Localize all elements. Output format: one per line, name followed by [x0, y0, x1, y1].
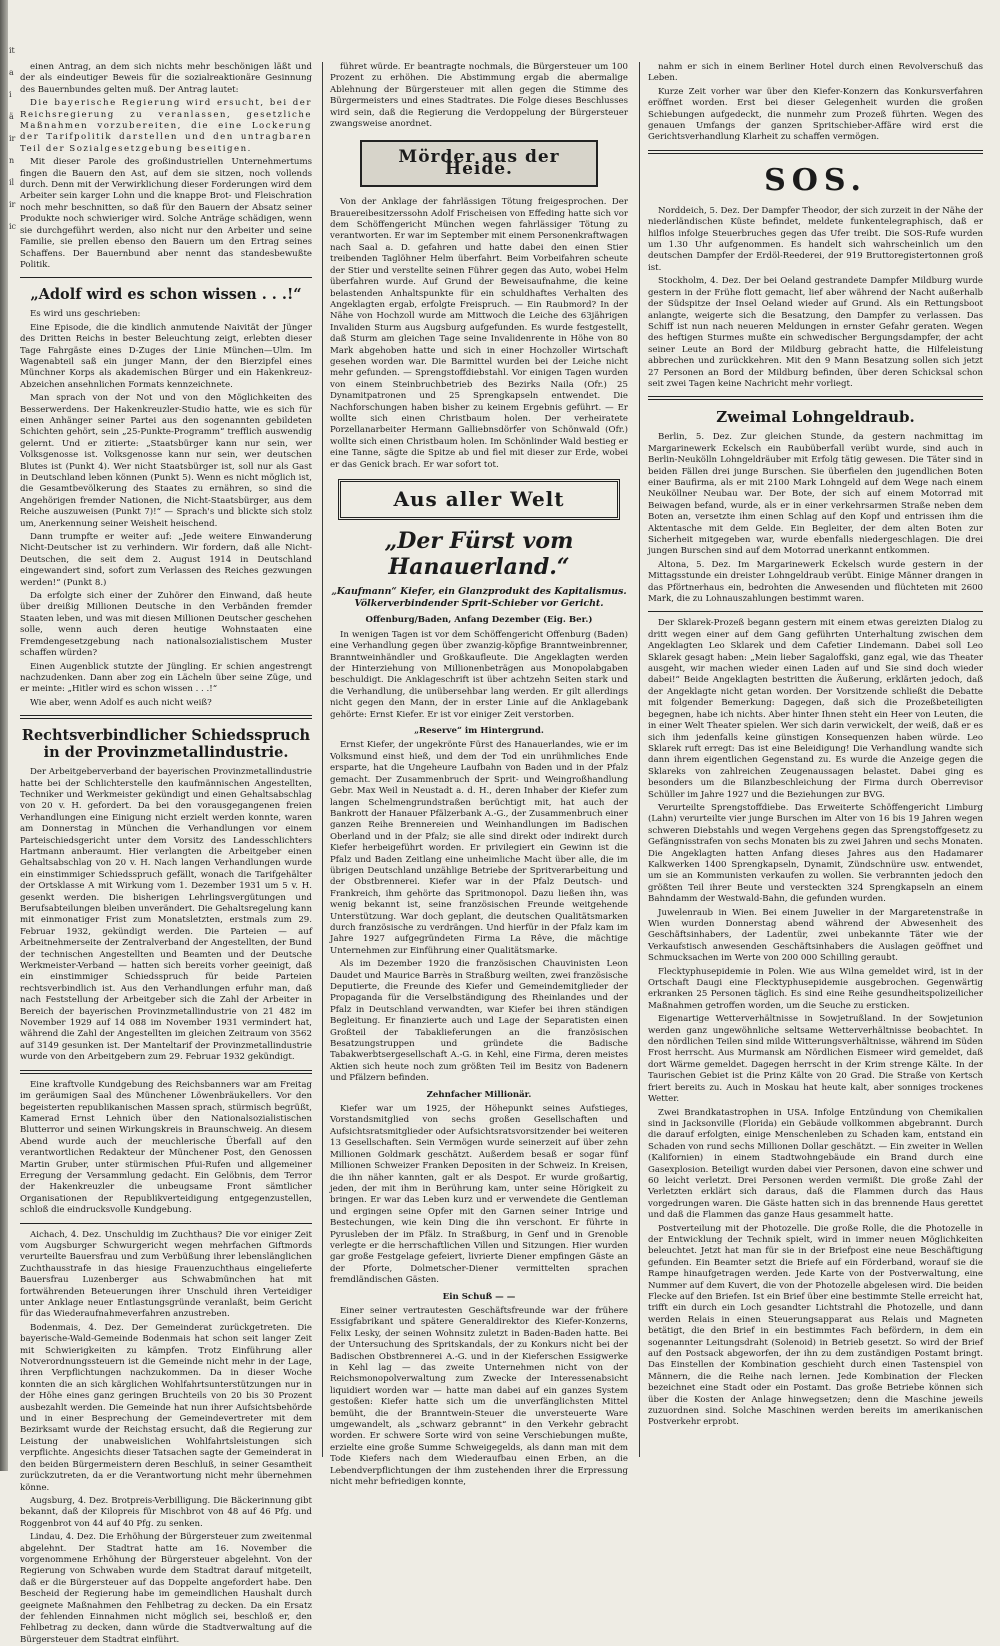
- paragraph: Man sprach von der Not und von den Möglichkeiten des Besserwerdens. Der Hakenkreuzler-Studio hatte, wie es sich für einen Anhänger seiner Partei aus den sogenannten gebildeten Schichten gehört, sein „25-Punkte-Programm“ trefflich auswendig gelernt. Und er zitierte: „Staatsbürger kann nur sein, wer Volksgenosse ist. Volksgenosse kann nur sein, wer deutschen Blutes ist (Punkt 4). Wer nicht Staatsbürger ist, soll nur als Gast in Deutschland leben können (Punkt 5). Wenn es nicht möglich ist, die Gesamtbevölkerung des Staates zu ernähren, so sind die Angehörigen fremder Nationen, die Nicht-Staatsbürger, aus dem Reiche auszuweisen (Punkt 7)!“ — Sprach's und blickte sich stolz um, Anerkennung seiner Weisheit heischend.: [20, 393, 312, 529]
- paragraph: Eigenartige Wetterverhältnisse in Sowjetrußland. In der Sowjetunion werden ganz ungewöhnliche seltsame Wetterverhältnisse beobachtet. In den nördlichen Teilen sind milde Witterungsverhältnisse, während im Süden Frost herrscht. Aus Murmansk am Nördlichen Eismeer wird gemeldet, daß dort Wärme gemeldet. Dagegen herrscht in der Krim strenge Kälte. In der Taurischen Gebiet ist die Prinz Kälte von 20 Grad. Die Straße von Kertsch friert bereits zu. Auch in Moskau hat heute kalt, aber sonniges trockenes Wetter.: [648, 1014, 983, 1105]
- paragraph: Stockholm, 4. Dez. Der bei Oeland gestrandete Dampfer Mildburg wurde gestern in der Frühe flott gemacht, lief aber während der Nacht außerhalb der Südspitze der Insel Oeland wieder auf Grund. Als ein Rettungsboot anlangte, weigerte sich die Besatzung, den Dampfer zu verlassen. Das Schiff ist nun nach neueren Meldungen in ernster Gefahr geraten. Wegen des heftigen Sturmes mußte ein schwedischer Bergungsdampfer, der acht seiner Leute an Bord der Mildburg gebracht hatte, die Hilfeleistung abbrechen und zurückkehren. Mit den 9 Mann Besatzung sollen sich jetzt 27 Personen an Bord der Mildburg befinden, über deren Schicksal schon seit zwei Tagen keine Nachricht mehr vorliegt.: [648, 276, 983, 389]
- headline-fuerst: „Der Fürst vom Hanauerland.“: [384, 528, 574, 581]
- subheading: „Reserve“ im Hintergrund.: [414, 726, 544, 737]
- paragraph: Kurze Zeit vorher war über den Kiefer-Konzern das Konkursverfahren eröffnet worden. Erst bei dieser Gelegenheit wurden die großen Schiebungen aufgedeckt, die nunmehr zum Prozeß führten. Wegen des genauen Umfangs der ganzen Spritschieber-Affäre wird erst die Gerichtsverhandlung Klarheit zu schaffen vermögen.: [648, 86, 983, 143]
- paragraph: Zwei Brandkatastrophen in USA. Infolge Entzündung von Chemikalien sind in Jacksonville (Florida) ein Gebäude vollkommen abgebrannt. Durch die darauf erfolgten, einige Menschenleben zu Schaden kam, entstand ein Schaden von rund sechs Millionen Dollar geschätzt. — Ein zweiter in Wellen (Kalifornien) in einem Stadtwohngebäude ein Brand durch eine Gasexplosion. Beteiligt wurden dabei vier Personen, davon eine schwer und 60 leicht verletzt. Drei Personen werden vermißt. Die große Zahl der Verletzten erklärt sich daraus, daß die Flammen durch das Haus vorgedrungen waren. Die Gäste hatten sich in das brennende Haus gerettet und daß die Flammen das ganze Haus gesammelt hatte.: [648, 1107, 983, 1221]
- column-rule-2: [639, 62, 640, 1457]
- headline-sos: SOS.: [764, 162, 867, 198]
- subheadline: „Kaufmann“ Kiefer, ein Glanzprodukt des Kapitalismus. Völkerverbindender Sprit-Schieber vor Gericht.: [331, 586, 627, 610]
- separator: [648, 150, 983, 154]
- paragraph: Der Arbeitgeberverband der bayerischen Provinzmetallindustrie hatte bei der Schlichterstelle den kaufmännischen Angestellten, Techniker und Werkmeister gekündigt und einen Gehaltsabschlag von 20 v. H. gefordert. Da bei den vorausgegangenen freien Verhandlungen eine Einigung nicht erzielt werden konnte, waren am Donnerstag in München die Verhandlungen vor einem Parteischiedsgericht unter dem Vorsitz des Landesschlichters Hartmann anberaumt. Hier verlangten die Arbeitgeber einen Gehaltsabschlag von 20 v. H. Nach langen Verhandlungen wurde ein einstimmiger Schiedsspruch gefällt, wonach die Tarifgehälter der Ortsklasse A mit Wirkung vom 1. Dezember 1931 um 5 v. H. gesenkt werden. Die bisherigen Lehrlingsvergütungen und Berufsabteilungen bleiben unverändert. Die Gehaltsregelung kann mit einmonatiger Frist zum Monatsletzten, erstmals zum 29. Februar 1932, gekündigt werden. Die Parteien — auf Arbeitnehmerseite der Zentralverband der Angestellten, der Bund der technischen Angestellten und Beamten und der Deutsche Werkmeister-Verband — hatten sich bereits vorher geeinigt, daß ein einstimmiger Schiedsspruch für beide Parteien rechtsverbindlich ist. Aus den Verhandlungen erfuhr man, daß nach Feststellung der Arbeitgeber sich die Zahl der Arbeiter in Bereich der bayerischen Provinzmetallindustrie von 21 482 im November 1929 auf 14 088 im November 1931 vermindert hat, während die Zahl der Angestellten im gleichen Zeitraum von 3562 auf 3149 gesunken ist. Der Manteltarif der Provinzmetallindustrie wurde von den Arbeitgebern zum 29. Februar 1932 gekündigt.: [20, 767, 312, 1063]
- paragraph: Von der Anklage der fahrlässigen Tötung freigesprochen. Der Brauereibesitzerssohn Adolf Frischeisen von Effeding hatte sich vor dem Schöffengericht München wegen fahrlässiger Tötung zu verantworten. Er war im September mit einem Personenkraftwagen nach Saal a. D. gefahren und hatte dabei den einen Stier treibenden Taglöhner Helm überfahrt. Beim Vorbeifahren scheute der Stier und verstellte seinen Führer gegen das Auto, wobei Helm überfahren wurde. Auf Grund der Beweisaufnahme, die keine belastenden Anhaltspunkte für ein schuldhaftes Verhalten des Angeklagten ergab, erfolgte Freispruch. — Ein Raubmord? In der Nähe von Hochzoll wurde am Mittwoch die Leiche des 63jährigen Invaliden Sturm aus Augsburg aufgefunden. Es wurde festgestellt, daß Sturm am gleichen Tage seine Invalidenrente in Höhe von 80 Mark abgehoben hatte und sich in einer Hochzoller Wirtschaft gesehen worden war. Die Barmittel wurden bei der Leiche nicht mehr gefunden. — Sprengstoffdiebstahl. Vor einigen Tagen wurden von einem Steinbruchbetrieb des Bezirks Naila (Ofr.) 25 Dynamitpatronen und 25 Sprengkapseln entwendet. Die Nachforschungen haben bisher zu keinem Ergebnis geführt. — Er wollte sich einen Christbaum holen. Der verheiratete Porzellanarbeiter Hermann Galliebnsdörfer von Schönwald (Ofr.) wollte sich einen Christbaum holen. Im Schönlinder Wald bestieg er eine Tanne, sägte die Spitze ab und fiel mit dieser zur Erde, wobei er das Genick brach. Er war sofort tot.: [330, 197, 628, 470]
- paragraph: Juwelenraub in Wien. Bei einem Juwelier in der Margaretenstraße in Wien wurden Donnerstag abend während der Abwesenheit des Geschäftsinhabers, der Ladentür, zwei unbekannte Täter wie der Verkaufstisch anwesenden Geschäftsinhabers die Auslagen geöffnet und Schmucksachen im Werte von 200 000 Schilling geraubt.: [648, 907, 983, 964]
- paragraph: Als im Dezember 1920 die französischen Chauvinisten Leon Daudet und Maurice Barrès in Straßburg weilten, zwei französische Deputierte, die Freunde des Kiefer und Gemeindemitglieder der Propaganda für die Verselbständigung des Rheinlandes und der Pfalz in Deutschland verwandten, war Kiefer bei ihren ständigen Begleitung. Er finanzierte auch und Lage der Separatisten einen Großteil der Tabaklieferungen an die französischen Besatzungstruppen und gründete die Badische Tabakwerbtsergesellschaft A.-G. in Kehl, eine Firma, deren meistes Aktien sich heute noch zum größten Teil im Besitz von Badenern und Pfälzern befinden.: [330, 959, 628, 1084]
- page-binding-edge: [0, 0, 8, 1471]
- dateline: Offenburg/Baden, Anfang Dezember (Eig. Ber.): [365, 615, 593, 626]
- paragraph: einen Antrag, an dem sich nichts mehr beschönigen läßt und der als eindeutiger Beweis für die sozialreaktionäre Gesinnung des Bauernbundes gelten muß. Der Antrag lautet:: [20, 62, 312, 95]
- paragraph: Postverteilung mit der Photozelle. Die große Rolle, die die Photozelle in der Entwicklung der Technik spielt, wird in immer neuen Möglichkeiten beleuchtet. Jetzt hat man für sie in der Briefpost eine neue Beschäftigung gefunden. Ein Beamter setzt die Briefe auf ein Förderband, worauf sie die Rampe hinaufgetragen werden. Jede Karte von der Postverwaltung, eine Nummer auf dem Kuvert, die von der Photozelle abgelesen wird. Die beiden Flecke auf den Briefen. Ist ein Brief über eine bestimmte Stelle erreicht hat, trifft ein durch ein Loch gesandter Lichtstrahl die Photozelle, und dann werden Relais in einen Steuerungsapparat aus Relais und Magneten betätigt, die den Brief in ein bestimmtes Fach befördern, in dem ein sogenannter Leitungsdraht (Solenoid) in Betrieb gesetzt. So wird der Brief auf den Postsack abgeworfen, der ihn zu dem zuständigen Postamt bringt. Das Einstellen der Kombination geschieht durch einen Tastenspiel von Männern, die die Reihe nach lernen. Jede Kombination der Flecken bezeichnet eine Stadt oder ein Postamt. Das große Betriebe können sich über die Kosten der Anlage hinwegsetzen; denn die Maschine jeweils zuzuordnen sind. Solche Maschinen werden bereits im amerikanischen Postverkehr erprobt.: [648, 1223, 983, 1428]
- paragraph: Berlin, 5. Dez. Zur gleichen Stunde, da gestern nachmittag im Margarinewerk Eckelsch ein Raubüberfall verübt wurde, sind auch in Berlin-Neukölln Lohngeldräuber mit Erfolg tätig gewesen. Die Täter sind in beiden Fällen drei junge Burschen. Sie überfielen den jugendlichen Boten einer Baufirma, als er mit 2100 Mark Lohngeld auf dem Wege nach einem Neuköllner Neubau war. Der Bote, der sich auf einem Motorrad mit Beiwagen befand, wurde, als er in einer verkehrsarmen Straße neben dem Boten an, versetzte ihm einen Schlag auf den Kopf und entrissen ihm die Aktentasche mit dem Gelde. Ein Begleiter, der dem alten Boten zur Sicherheit mitgegeben war, wurde ebenfalls niedergeschlagen. Die drei jungen Burschen sind auf dem Motorrad unerkannt entkommen.: [648, 432, 983, 557]
- paragraph: Ernst Kiefer, der ungekrönte Fürst des Hanauerlandes, wie er im Volksmund einst hieß, und dem der Tod ein unrühmliches Ende ersparte, hat die Ungeheure Laufbahn von Baden und in der Pfalz gemacht. Der Zusammenbruch der Sprit- und Weingroßhandlung Gebr. Max Weil in Neustadt a. d. H., deren Inhaber der Kiefer zum langen Schelmengrundstraßen berüchtigt mit, hat auch der Bankrott der Hanauer Pfälzerbank A.-G., der Zusammenbruch einer ganzen Reihe Brennereien und Weinhandlungen im Badischen Oberland und in der Pfalz; sie alle sind direkt oder indirekt durch Kiefer herbeigeführt worden. Er privilegiert ein Gewinn ist die Pfalz und Baden Zeitlang eine unheimliche Macht über alle, die im übrigen Deutschland unzählige Betriebe der Spritverarbeitung und der Obstbrennerei. Kiefer war in der Pfalz Deutsch- und Frankreich, ihm gehörte das Spritmonopol. Dazu ließen ihn, was wenig bekannt ist, seine französischen Freunde weitgehende Unterstützung. War doch geplant, die deutschen Qualitätsmarken durch französische zu verdrängen. Und hierfür in der Pfalz kam im Jahre 1927 aufgegründeten Firma La Rêve, die mächtige Unternehmen zur Einführung einer Qualitätsmarke.: [330, 740, 628, 956]
- separator: [20, 277, 312, 278]
- paragraph: Der Sklarek-Prozeß begann gestern mit einem etwas gereizten Dialog zu dritt wegen einer auf dem Gang geführten Unterhaltung zwischen dem Angeklagten Leo Sklarek und dem Cafetier Lindemann. Dabei soll Leo Sklarek gesagt haben: „Mein lieber Sagaloffski, ganz egal, wie das Theater ausgeht, wir machen wieder einen Laden auf und Sie sind doch wieder dabei!“ Beide Angeklagten bestritten die Äußerung, erklärten jedoch, daß der Angeklagte nicht getan worden. Der Vorsitzende schließt die Debatte mit folgender Bemerkung: Dagegen, daß sich die Prozeßbeteiligten begegnen, habe ich nichts. Aber hinter Ihnen steht ein Heer von Leuten, die in einer Welt Theater spielen. Wer sich darin verwickelt, der weiß, daß er es sich ihm jedenfalls keine günstigen Konsequenzen haben würde. Leo Sklarek ruft erregt: Das ist eine Beleidigung! Die Verhandlung wandte sich dann ihrem eigentlichen Gegenstand zu. Es wurde die Anzeige gegen die Sklareks von zahlreichen Zeugenaussagen belastet. Dabei ging es besonders um die Bilanzbeschleichung der Firma durch Oberrevisor Schüller im Jahre 1927 und die Beziehungen zur BVG.: [648, 618, 983, 800]
- headline-schiedsspruch: Rechtsverbindlicher Schiedsspruch in der Provinzmetallindustrie.: [21, 727, 311, 762]
- paragraph: Mit dieser Parole des großindustriellen Unternehmertums fingen die Bauern den Ast, auf dem sie sitzen, noch vollends durch. Denn mit der Verwirklichung dieser Forderungen wird dem Arbeiter sein karger Lohn und die knappe Brot- und Fleischration noch mehr beschnitten, so daß für den Bauern der Absatz seiner Produkte noch schwieriger wird. Solche Anträge schädigen, wenn sie durchgeführt werden, also nicht nur den Arbeiter und seine Familie, sie prellen ebenso den Bauern um den Ertrag seines Schaffens. Der Bauernbund aber nennt das standesbewußte Politik.: [20, 157, 312, 270]
- paragraph: Eine kraftvolle Kundgebung des Reichsbanners war am Freitag im geräumigen Saal des Münchener Löwenbräukellers. Vor den begeisterten republikanischen Massen sprach, stürmisch begrüßt, Kamerad Ernst Lehnich über den Nationalsozialistischen Blutterror und seinen Wirkungskreis in Braunschweig. An diesem Abend wurde auch der meuchlerische Überfall auf den verantwortlichen Redakteur der Münchener Post, den Genossen Martin Gruber, unter stürmischen Pfui-Rufen und allgemeiner Erregung der Versammlung gedacht. Ein Gelöbnis, dem Terror der Hakenkreuzler die unbeugsame Front sämtlicher Organisationen der Republikverteidigung entgegenzustellen, schloß die eindrucksvolle Kundgebung.: [20, 1079, 312, 1216]
- margin-letters: it a i ä ir n il ir ic: [9, 46, 17, 231]
- paragraph: Aichach, 4. Dez. Unschuldig im Zuchthaus? Die vor einiger Zeit vom Augsburger Schwurgericht wegen mehrfachen Giftmords verurteilte Bauersfrau und zum Verbüßung ihrer lebenslänglichen Zuchthausstrafe in das hiesige Frauenzuchthaus eingelieferte Bauersfrau Luzenberger aus Schwabmünchen hat mit fortwährenden Beteuerungen ihrer Unschuld ihren Verteidiger unter Anklage neuer Entlastungsgründe veranlaßt, beim Gericht für das Wiederaufnahmeverfahren anzustreben.: [20, 1229, 312, 1320]
- paragraph: Norddeich, 5. Dez. Der Dampfer Theodor, der sich zurzeit in der Nähe der niederländischen Küste befindet, meldete funkentelegraphisch, daß er hilflos infolge Steuerbruches gegen das Ufer treibt. Die SOS-Rufe wurden um 1.30 Uhr aufgenommen. Es handelt sich wahrscheinlich um den deutschen Dampfer der Erdöl-Reederei, der 919 Bruttoregistertonnen groß ist.: [648, 205, 983, 273]
- paragraph: Einer seiner vertrautesten Geschäftsfreunde war der frühere Essigfabrikant und spätere Generaldirektor des Kiefer-Konzerns, Felix Lesky, der seinen Wohnsitz zuletzt in Baden-Baden hatte. Bei der Untersuchung des Spritskandals, der zu Konkurs nicht bei der Badischen Obstbrennerei A.-G. und in der Kieferschen Essigwerke in Kehl lag — das zweite Unternehmen nicht von der Reichsmonopolverwaltung zum Zwecke der Interessenabsicht liquidiert worden war — hatte man dabei auf ein ganzes System gestoßen: Kiefer hatte sich um die unverfänglichsten Mittel bemüht, die der Branntwein-Steuer die unversteuerte Ware umgewandelt, als „schwarz gebrannt“ in den Verkehr gebracht worden. Er schwere Sorte wird von seine Verschiebungen mußte, erzielte eine große Summe Schweigegelds, als dann man mit dem Tode Kiefers nach dem Wiederaufbau einen Erben, an die Lebendverpflichtungen der ihm zustehenden ihrer die Erpressung nicht mehr befriedigen konnte,: [330, 1305, 628, 1488]
- separator: [648, 611, 983, 612]
- paragraph: Da erfolgte sich einer der Zuhörer den Einwand, daß heute über dreißig Millionen Deutsche in den Verbänden fremder Staaten leben, und was mit diesen Millionen Deutscher geschehen solle, wenn auch deren heutige Wohnstaaten eine Fremdengesetzgebung nach nationalsozialistischem Muster schaffen würden?: [20, 591, 312, 659]
- paragraph: Einen Augenblick stutzte der Jüngling. Er schien angestrengt nachzudenken. Dann aber zog ein Lächeln über seine Züge, und er meinte: „Hitler wird es schon wissen . . .!“: [20, 661, 312, 695]
- paragraph: Verurteilte Sprengstoffdiebe. Das Erweiterte Schöffengericht Limburg (Lahn) verurteilte vier junge Burschen im Alter von 16 bis 19 Jahren wegen schweren Diebstahls und wegen Vergehens gegen das Sprengstoffgesetz zu Gefängnisstrafen von sechs Monaten bis zu zwei Jahren und sechs Monaten. Die Angeklagten hatten Anfang dieses Jahres aus den Hadamarer Kalkwerken 1400 Sprengkapseln, Dynamit, Zündschnüre usw. entwendet, um sie an Kommunisten verkaufen zu wollen. Sie verbrannten jedoch den größten Teil ihrer Beute und versteckten 324 Sprengkapseln an einem Bahndamm der Westwald-Bahn, die gefunden wurden.: [648, 802, 983, 905]
- paragraph: Flecktyphusepidemie in Polen. Wie aus Wilna gemeldet wird, ist in der Ortschaft Daugi eine Flecktyphusepidemie ausgebrochen. Gegenwärtig erkranken 25 Personen täglich. Es sind eine Reihe gesundheitspolizeilicher Maßnahmen getroffen worden, um die Seuche zu ersticken.: [648, 966, 983, 1011]
- paragraph: Augsburg, 4. Dez. Brotpreis-Verbilligung. Die Bäckerinnung gibt bekannt, daß der Kilopreis für Mischbrot von 48 auf 46 Pfg. und Roggenbrot von 44 auf 40 Pfg. zu senken.: [20, 1495, 312, 1529]
- column-2: [330, 62, 628, 1488]
- paragraph: Kiefer war um 1925, der Höhepunkt seines Aufstieges, Vorstandsmitglied von sechs großen Gesellschaften und Aufsichtsratsmitglieder oder Aufsichtsratsvorsitzender bei weiteren 13 Gesellschaften. Sein Vermögen wurde seinerzeit auf über zehn Millionen Goldmark geschätzt. Außerdem besaß er sogar fünf Millionen Schweizer Franken Depositen in der Schweiz. In Kreisen, die ihn näher kannten, galt er als Despot. Er wurde großartig, jeden, der mit ihm in Berührung kam, unter seine Hörigkeit zu bringen. Er war das Leben kurz und er verwendete die Gentleman und ergingen seine Opfer mit den Garnen seiner Intrige und Bestechungen, wie kein Ding die ihn verschont. Er führte in Pyrusleben der im Pfälz. In Straßburg, in Genf und in Grenoble verlegte er die herrschaftlichen Villen und Sitzungen. Hier wurden gar große Festgelage gefeiert, livrierte Diener empfingen Gäste an der Pforte, Dolmetscher-Diener vermittelten sprachen fremdländischen Gästen.: [330, 1104, 628, 1286]
- paragraph: Bodenmais, 4. Dez. Der Gemeinderat zurückgetreten. Die bayerische-Wald-Gemeinde Bodenmais hat schon seit langer Zeit mit Schwierigkeiten zu kämpfen. Trotz Einführung aller Notverordnungssteuern ist die Gemeinde nicht mehr in der Lage, ihren Verpflichtungen nachzukommen. Da in dieser Woche konnten die an sich kärglichen Wohlfahrtsunterstützungen nur in der Höhe eines ganz geringen Bruchteils von 20 bis 30 Prozent ausbezahlt werden. Die Gemeinde hat nun ihrer Aufsichtsbehörde und in einer Besprechung der Gemeindevertreter mit dem Bezirksamt wurde der Reichstag ersucht, daß die Regierung zur Leistung der unabweislichen Wohlfahrtsleistungen sich verpflichte. Angesichts dieser Tatsachen sagte der Gemeinderat in den beiden Bürgermeistern deren Beschluß, in seiner Gesamtheit zurückzutreten, da er die Verantwortung nicht mehr übernehmen könne.: [20, 1322, 312, 1493]
- section-header-aus-aller-welt: Aus aller Welt: [338, 479, 620, 520]
- paragraph: führet würde. Er beantragte nochmals, die Bürgersteuer um 100 Prozent zu erhöhen. Die Abstimmung ergab die abermalige Ablehnung der Bürgersteuer mit allen gegen die Stimme des Bürgermeisters und eines Stadtrates. Die Folge dieses Beschlusses wird sein, daß die Regierung die Verdoppelung der Bürgersteuer zwangsweise anordnet.: [330, 62, 628, 130]
- column-1: [20, 62, 312, 1645]
- paragraph: Altona, 5. Dez. Im Margarinewerk Eckelsch wurde gestern in der Mittagsstunde ein dreister Lohngeldraub verübt. Einige Männer drangen in das Pförtnerhaus ein, bedrohten die Anwesenden und flüchteten mit 2600 Mark, die zu Lohnauszahlungen bestimmt waren.: [648, 559, 983, 605]
- paragraph: nahm er sich in einem Berliner Hotel durch einen Revolverschuß das Leben.: [648, 62, 983, 84]
- separator: [20, 715, 312, 719]
- column-3: [648, 62, 983, 1462]
- separator: [20, 1070, 312, 1074]
- subheading: Zehnfacher Millionär.: [426, 1089, 532, 1100]
- paragraph: Eine Episode, die die kindlich anmutende Naivität der Jünger des Dritten Reichs in bester Beleuchtung zeigt, erlebten dieser Tage Fahrgäste eines D-Zuges der Linie München—Ulm. Im Wagenabteil saß ein junger Mann, der den Bierzipfel eines Münchner Korps als akademischen Bürger und ein Hakenkreuz-Abzeichen ansehnlichen Formats kennzeichnete.: [20, 322, 312, 390]
- headline-lohngeldraub: Zweimal Lohngeldraub.: [716, 408, 915, 427]
- headline-adolf: „Adolf wird es schon wissen . . .!“: [30, 286, 302, 304]
- subheading: Ein Schuß — —: [442, 1291, 516, 1302]
- paragraph-motion: Die bayerische Regierung wird ersucht, bei der Reichsregierung zu veranlassen, gesetzliche Maßnahmen vorzubereiten, die eine Lockerung der Tarifpolitik darstellen und den untragbaren Teil der Sozialgesetzgebung beseitigen.: [20, 98, 312, 154]
- section-header-moerder: Mörder aus der Heide.: [360, 140, 598, 187]
- separator: [20, 1223, 312, 1224]
- separator: [648, 396, 983, 400]
- column-rule-1: [322, 62, 323, 1457]
- paragraph: Es wird uns geschrieben:: [30, 309, 141, 320]
- paragraph: In wenigen Tagen ist vor dem Schöffengericht Offenburg (Baden) eine Verhandlung gegen über zwanzig-köpfige Branntweinbrenner, Branntweinhändler und Großkaufleute. Die Angeklagten werden der Hinterziehung von Millionenbeträgen aus Monopolabgaben beschuldigt. Die Anklageschrift ist über achtzehn Seiten stark und die Verhandlung, die unübersehbar lang werden. Er gilt allerdings nicht gegen den Mann, der in erster Linie auf die Anklagebank gehörte: Ernst Kiefer. Er ist vor einiger Zeit verstorben.: [330, 629, 628, 720]
- paragraph: Wie aber, wenn Adolf es auch nicht weiß?: [30, 697, 212, 708]
- paragraph: Dann trumpfte er weiter auf: „Jede weitere Einwanderung Nicht-Deutscher ist zu verhindern. Wir fordern, daß alle Nicht-Deutschen, die seit dem 2. August 1914 in Deutschland eingewandert sind, sofort zum Verlassen des Reiches gezwungen werden!“ (Punkt 8.): [20, 532, 312, 588]
- paragraph: Lindau, 4. Dez. Die Erhöhung der Bürgersteuer zum zweitenmal abgelehnt. Der Stadtrat hatte am 16. November die vorgenommene Erhöhung der Bürgersteuer abgelehnt. Von der Regierung von Schwaben wurde dem Stadtrat darauf mitgeteilt, daß er die Bürgersteuer auf das Doppelte angefordert habe. Den Bescheid der Regierung habe im gemeindlichen Haushalt durch geeignete Maßnahmen den Fehlbetrag zu decken. Da ein Ersatz der fehlenden Einnahmen nicht möglich sei, beschloß er, den Fehlbetrag zu decken, dann würde die Stadtverwaltung auf die Bürgersteuer dem Stadtrat einführt.: [20, 1532, 312, 1645]
